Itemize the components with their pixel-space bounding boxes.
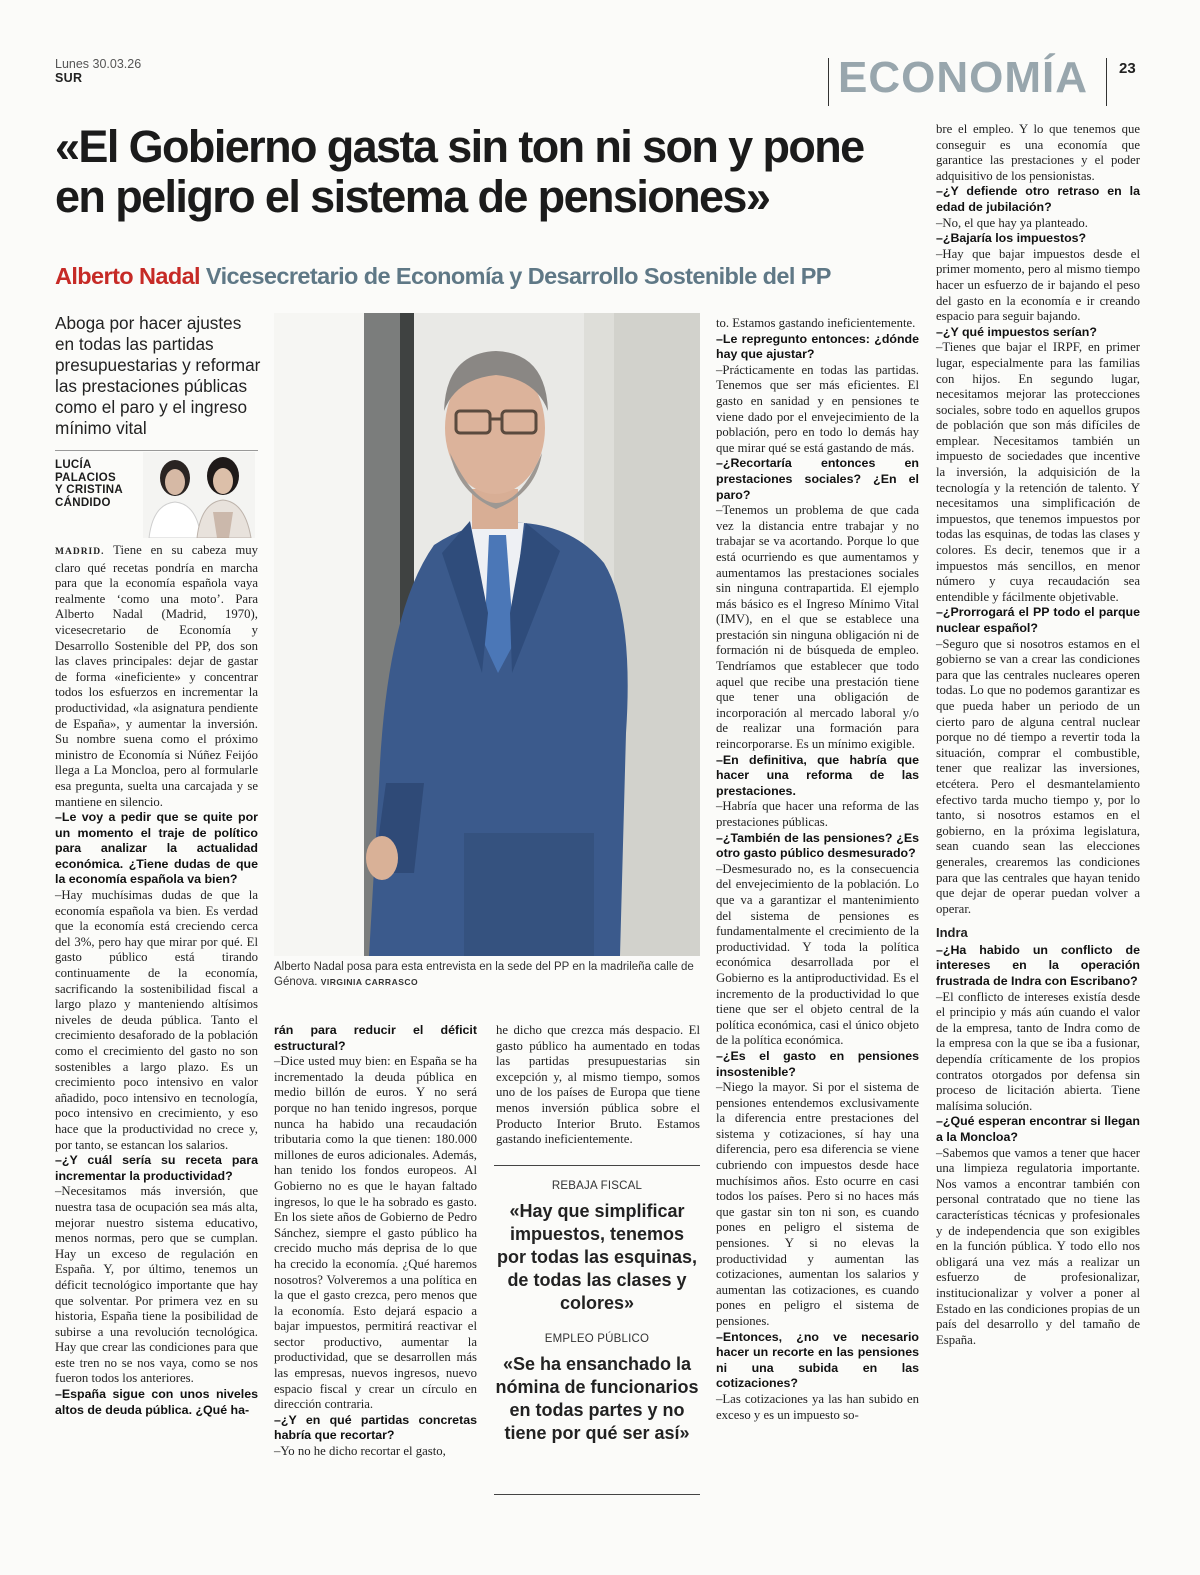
column-1 [55, 543, 258, 1418]
question: –¿Y cuál sería su receta para incrementar la productividad? [55, 1153, 258, 1183]
answer: –Hay muchísimas dudas de que la economía española va bien. Es verdad que la economía está creciendo cerca del 3%, pero hay que mirar por qué. El gasto público está tirando continuamente de la economía, sacrificando la sostenibilidad fiscal a largo plazo y manteniendo altísimos niveles de deuda pública. Tanto el crecimiento desaforado de la población como el crecimiento del gasto no son sostenibles a largo plazo. Es un crecimiento poco intensivo en valor añadido, poco intensivo en tecnología, poco intensivo en crecimiento, y eso hace que la productividad no crece y, por tanto, se estancan los salarios. [55, 888, 258, 1152]
answer: –Desmesurado no, es la consecuencia del envejecimiento de la población. Lo que va a garantizar el mantenimiento del sistema de pensiones es fundamentalmente el crecimiento de la productividad. Y toda la política económica desarrollada por el Gobierno es la antiproductividad. Es el incremento de la productividad lo que tiene que ser el objeto central de la política económica, casi el único objeto de la política económica. [716, 861, 919, 1048]
standfirst: Aboga por hacer ajustes en todas las partidas presupuestarias y reformar las prestaciones públicas como el paro y el ingreso mínimo vital [55, 313, 261, 438]
question: –¿Bajaría los impuestos? [936, 231, 1087, 246]
date-text: Lunes 30.03.26 [55, 57, 142, 71]
section-divider-left [828, 58, 829, 106]
photo-caption [274, 960, 704, 990]
author-portraits-icon [143, 452, 255, 538]
dateline: MADRID. [55, 547, 105, 557]
portrait-photo-icon [274, 313, 700, 956]
intro-paragraph: Tiene en su cabeza muy claro qué recetas pondría en marcha para que la economía española vaya realmente ‘como una moto’. Para Alberto Nadal (Madrid, 1970), vicesecretario de Economía y Desarrollo Sostenible del PP, dos son las claves principales: dejar de gastar de forma «ineficiente» y concentrar todos los esfuerzos en incrementar la productividad, «la asignatura pendiente de España», y aumentar la inversión. Su nombre suena como el próximo ministro de Economía si Núñez Feijóo llega a La Moncloa, pero al formularle esa pregunta, suelta una carcajada y se mantiene en silencio. [55, 543, 258, 809]
photo-credit: VIRGINIA CARRASCO [320, 977, 419, 987]
answer: –Sabemos que vamos a tener que hacer una limpieza regulatoria importante. Nos vamos a encontrar también con personal contratado que no tiene las características técnicas y profesionales y de independencia que son exigibles en la función pública. Y todo ello nos obligará una vez más a realizar un esfuerzo de profesionalizar, institucionalizar y volver a poner al Estado en las condiciones propias de un país del desarrollo y del tamaño de España. [936, 1145, 1140, 1347]
interviewee-name: Alberto Nadal [55, 263, 200, 289]
headline [55, 122, 925, 222]
question: –España sigue con unos niveles altos de deuda pública. ¿Qué ha- [55, 1387, 258, 1417]
page-number: 23 [1119, 60, 1136, 77]
question: –¿Y en qué partidas concretas habría que recortar? [274, 1412, 477, 1443]
answer: bre el empleo. Y lo que tenemos que conseguir es una economía que garantice las prestaciones y el poder adquisitivo de los pensionistas. [936, 122, 1140, 183]
interviewee-line [55, 261, 925, 291]
headline-line-2: en peligro el sistema de pensiones» [55, 171, 770, 222]
author-byline [55, 459, 150, 509]
question: –¿Y qué impuestos serían? [936, 324, 1097, 339]
question: –En definitiva, que habría que hacer una reforma de las prestaciones. [716, 752, 919, 798]
pull-quote: «Hay que simplificar impuestos, tenemos por todas las esquinas, de todas las clases y colores» [496, 1201, 698, 1313]
answer: –Habría que hacer una reforma de las prestaciones públicas. [716, 799, 919, 829]
author-line-2: PALACIOS [55, 471, 116, 484]
answer: –Niego la mayor. Si por el sistema de pensiones entendemos exclusivamente la diferencia entre prestaciones del sistema y cotizaciones, sí hay una diferencia, pero esa diferencia se viene cubriendo con impuestos desde hace muchísimos años. Esto ocurre en casi todos los países. Pero si no haces más que gastar sin ton ni son, es cuando pones en peligro el sistema de pensiones. Y si no elevas la productividad y aumentan las cotizaciones, aumentan los salarios y aumentan las cotizaciones, es cuando pones en peligro el sistema de pensiones. [716, 1080, 919, 1328]
subheading: Indra [936, 925, 968, 941]
question: –Le repregunto entonces: ¿dónde hay que ajustar? [716, 331, 919, 362]
column-5 [936, 122, 1140, 1348]
question: –Le voy a pedir que se quite por un momento el traje de político para analizar la actualidad económica. ¿Tiene dudas de que la economía española va bien? [55, 810, 258, 887]
question: –¿Ha habido un conflicto de intereses en la operación frustrada de Indra con Escribano? [936, 942, 1140, 989]
pull-quote-kicker: EMPLEO PÚBLICO [544, 1333, 650, 1345]
answer: –No, el que hay ya planteado. [936, 215, 1088, 230]
author-line-3: Y CRISTINA [55, 484, 123, 496]
section-divider-right [1106, 58, 1107, 106]
answer: to. Estamos gastando ineficientemente. [716, 316, 916, 330]
pull-quotes [494, 1165, 700, 1495]
answer: –Hay que bajar impuestos desde el primer momento, pero al mismo tiempo hacer un esfuerzo de ir bajando el peso del gasto en la economía e ir creando espacio para seguir bajando. [936, 246, 1140, 324]
answer: –Tienes que bajar el IRPF, en primer lugar, especialmente para las familias con hijos. En segundo lugar, necesitamos mejorar las protecciones sociales, sobre todo en aquellos grupos de población que son más difíciles de emplear. Necesitamos también un impuesto de sociedades que incentive la inversión, la adquisición de la tecnología y la retención de talento. Y necesitamos una simplificación de impuestos, que tenemos impuestos por todas las esquinas, de todas las clases y colores. Es decir, tenemos que ir a impuestos más sencillos, en menor número y cuya recaudación sea entendible y fácilmente objetivable. [936, 340, 1140, 604]
author-line-4: CÁNDIDO [55, 496, 111, 509]
column-3 [496, 1023, 700, 1148]
answer: –Yo no he dicho recortar el gasto, [274, 1444, 446, 1459]
answer: –Necesitamos más inversión, que nuestra tasa de ocupación sea más alta, mejorar nuestro sistema educativo, menos normas, pero que se cumplan. Hay un exceso de regulación en España. Y, por último, tenemos un déficit tecnológico importante que hay que solventar. Por primera vez en su historia, España tiene la posibilidad de subirse a una revolución tecnológica. Hay que crear las condiciones para que este tren no se nos vaya, como se nos fueron todos los anteriores. [55, 1184, 258, 1386]
pull-quote: «Se ha ensanchado la nómina de funcionarios en todas partes y no tiene por qué ser así» [495, 1354, 699, 1443]
paper-name: SUR [55, 71, 83, 85]
headline-line-1: «El Gobierno gasta sin ton ni son y pone [55, 121, 864, 172]
answer: –El conflicto de intereses existía desde el principio y más aún cuando el valor de la empresa, tanto de Indra como de la empresa con la que se iba a fusionar, dependía críticamente de los propios contratos otorgados por defensa sin proceso de licitación abierta. Tiene malísima solución. [936, 989, 1140, 1113]
question: –¿Prorrogará el PP todo el parque nuclear español? [936, 605, 1140, 635]
section-title: ECONOMÍA [838, 53, 1088, 102]
answer: –Seguro que si nosotros estamos en el gobierno se van a crear las condiciones para que las centrales nucleares operen todas. Lo que no podemos garantizar es que pueda haber un periodo de un cierto paro de alguna central nuclear porque no dé tiempo a revertir toda la situación, comprar el combustible, tener que realizar las inversiones, etcétera. Pero el desmantelamiento efectivo tarda mucho tiempo y, por lo tanto, si nosotros estamos en el gobierno, en la próxima legislatura, sean cuando sean las elecciones generales, crearemos las condiciones para que las centrales que hayan tenido que dejar de operar puedan volver a operar. [936, 636, 1140, 916]
issue-date [55, 57, 141, 85]
authors-rule [55, 450, 258, 451]
question: –¿También de las pensiones? ¿Es otro gasto público desmesurado? [716, 830, 919, 861]
column-2 [274, 1023, 477, 1460]
interviewee-role: Vicesecretario de Economía y Desarrollo Sostenible del PP [205, 263, 831, 289]
answer: –Prácticamente en todas las partidas. Tenemos que ser más eficientes. El gasto en sanidad y en pensiones te viene dado por el envejecimiento de la población, pero en todo lo demás hay que mirar qué se está gastando de más. [716, 362, 919, 455]
answer: –Tenemos un problema de que cada vez la distancia entre trabajar y no trabajar se va acortando. Porque lo que está ocurriendo es que aumentamos y aumentamos las prestaciones sociales sin ninguna contrapartida. El ejemplo más básico es el Ingreso Mínimo Vital (IMV), en el que se establece una prestación sin ninguna obligación ni de formación ni de búsqueda de empleo. Tendríamos que establecer que todo aquel que recibe una prestación tiene que tener una obligación de incorporación al mercado laboral y/o de realizar una formación para reincorporarse. Es un mínimo exigible. [716, 503, 919, 752]
answer: he dicho que crezca más despacio. El gasto público ha aumentado en todas las partidas presupuestarias sin excepción y, al mismo tiempo, somos uno de los países de Europa que tiene menos inversión pública sobre el Producto Interior Bruto. Estamos gastando ineficientemente. [496, 1023, 700, 1147]
question: rán para reducir el déficit estructural? [274, 1023, 477, 1053]
column-4 [716, 316, 919, 1423]
answer: –Dice usted muy bien: en España se ha incrementado la deuda pública en medio billón de euros. Y no será porque no han tenido ingresos, porque nunca ha habido una recaudación tributaria como la que tienen: 180.000 millones de euros adicionales. Además, han tenido los fondos europeos. Al Gobierno no es que le hayan faltado ingresos, lo que le ha sobrado es gasto. En los siete años de Gobierno de Pedro Sánchez, siempre el gasto público ha crecido mucho más deprisa de lo que ha crecido la economía. ¿Qué haremos nosotros? Volveremos a una política en la que el gasto crezca, pero menos que la economía. Esto dejará espacio a bajar impuestos, permitirá reactivar el sector productivo, aumentar la productividad, que se desarrollen más las empresas, nuevos ingresos, nuevo espacio fiscal y crear un círculo en dirección contraria. [274, 1054, 477, 1412]
question: –Entonces, ¿no ve necesario hacer un recorte en las pensiones ni una subida en las cotizaciones? [716, 1329, 919, 1391]
pull-quote-kicker: REBAJA FISCAL [551, 1180, 643, 1192]
question: –¿Recortaría entonces en prestaciones sociales? ¿En el paro? [716, 456, 919, 502]
question: –¿Es el gasto en pensiones insostenible? [716, 1048, 919, 1079]
question: –¿Y defiende otro retraso en la edad de jubilación? [936, 184, 1140, 214]
question: –¿Qué esperan encontrar si llegan a la Moncloa? [936, 1114, 1140, 1144]
author-line-1: LUCÍA [55, 459, 92, 471]
answer: –Las cotizaciones ya las han subido en exceso y es un impuesto so- [716, 1391, 919, 1422]
caption-text: Alberto Nadal posa para esta entrevista en la sede del PP en la madrileña calle de Génova. [274, 961, 694, 988]
